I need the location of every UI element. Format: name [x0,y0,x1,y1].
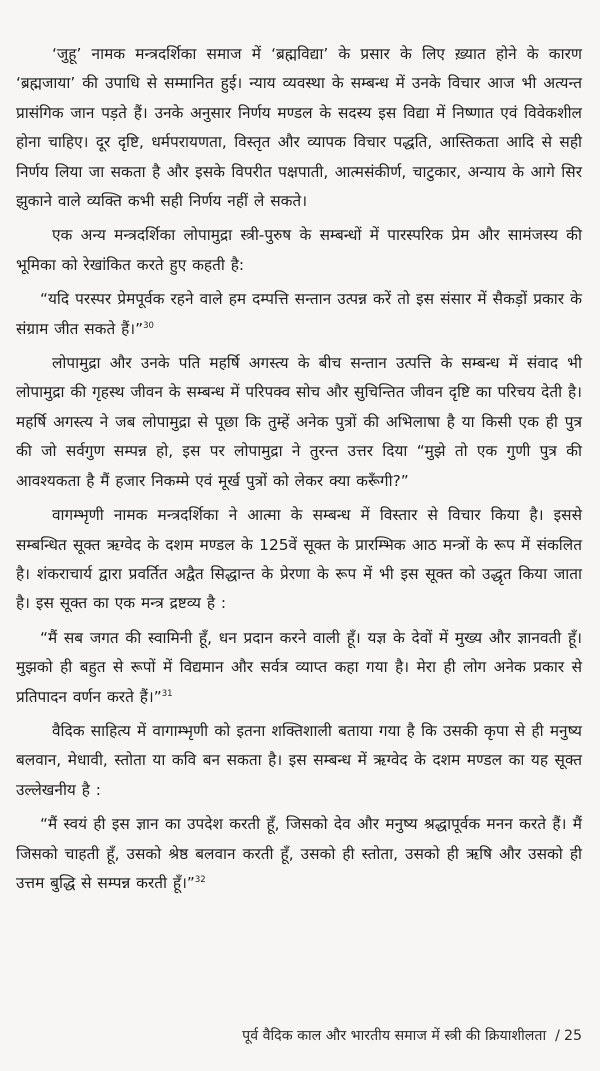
paragraph-juhu [16,40,582,216]
quote-text: “यदि परस्पर प्रेमपूर्वक रहने वाले हम दम्पत्ति सन्तान उत्पन्न करें तो इस संसार में सैकड़ों प्रकार के संग्राम जीत सकते हैं।” [16,290,582,338]
paragraph-lopamudra-agastya [16,349,582,496]
quote-text: “मैं सब जगत की स्वामिनी हूँ, धन प्रदान करने वाली हूँ। यज्ञ के देवों में मुख्य और ज्ञानवती हूँ। मुझको ही बहुत से रूपों में विद्यमान और सर्वत्र व्याप्त कहा गया है। मेरा ही लोग अनेक प्रकार से प्रतिपादन वर्णन करते हैं।” [16,628,582,706]
quote-text: “मैं स्वयं ही इस ज्ञान का उपदेश करती हूँ, जिसको देव और मनुष्य श्रद्धापूर्वक मनन करते हैं। मैं जिसको चाहती हूँ, उसको श्रेष्ठ बलवान करती हूँ, उसको ही स्तोता, उसको ही ऋषि और उसको ही उत्तम बुद्धि से सम्पन्न करती हूँ।” [16,815,582,892]
footnote-marker: 32 [194,874,206,885]
paragraph-vagambhrini [16,501,582,619]
page-number: 25 [563,1028,582,1044]
paragraph-text: एक अन्य मन्त्रदर्शिका लोपामुद्रा स्त्री-पुरुष के सम्बन्धों में पारस्परिक प्रेम और सामंजस्य की भूमिका को रेखांकित करते हुए कहती है: [16,226,582,274]
quote-vagambhrini-1 [16,624,582,712]
footnote-marker: 30 [143,320,154,331]
footer-separator: / [555,1028,560,1044]
quote-lopamudra [16,285,582,344]
paragraph-text: वैदिक साहित्य में वागाम्भृणी को इतना शक्तिशाली बताया गया है कि उसकी कृपा से ही मनुष्य बलवान, मेधावी, स्तोता या कवि बन सकता है। इस सम्बन्ध में ऋग्वेद के दशम मण्डल का यह सूक्त उल्लेखनीय है : [16,721,582,799]
running-footer [0,1026,582,1046]
paragraph-text: ‘जुहू’ नामक मन्त्रदर्शिका समाज में ‘ब्रह्मविद्या’ के प्रसार के लिए ख़्यात होने के कारण ‘ब्रह्मजाया’ की उपाधि से सम्मानित हुई। न्याय व्यवस्था के सम्बन्ध में उनके विचार आज भी अत्यन्त प्रासंगिक जान पड़ते हैं। उनके अनुसार निर्णय मण्डल के सदस्य इस विद्या में निष्णात एवं विवेकशील होना चाहिए। दूर दृष्टि, धर्मपरायणता, विस्तृत और व्यापक विचार पद्धति, आस्तिकता आदि से सही निर्णय लिया जा सकता है और इसके विपरीत पक्षपाती, आत्मसंकीर्ण, चाटुकार, अन्याय के आगे सिर झुकाने वाले व्यक्ति कभी सही निर्णय नहीं ले सकते। [16,45,582,211]
book-title: पूर्व वैदिक काल और भारतीय समाज में स्त्री की क्रियाशीलता [242,1028,547,1044]
paragraph-text: वागम्भृणी नामक मन्त्रदर्शिका ने आत्मा के सम्बन्ध में विस्तार से विचार किया है। इससे सम्बन्धित सूक्त ऋग्वेद के दशम मण्डल के 125वें सूक्त के प्रारम्भिक आठ मन्त्रों के रूप में संकलित है। शंकराचार्य द्वारा प्रवर्तित अद्वैत सिद्धान्त के प्रेरणा के रूप में भी इस सूक्त को उद्धृत किया जाता है। इस सूक्त का एक मन्त्र द्रष्टव्य है : [16,506,582,613]
paragraph-vedic-literature [16,717,582,805]
footnote-marker: 31 [161,688,173,699]
quote-vagambhrini-2 [16,810,582,898]
paragraph-lopamudra-intro [16,221,582,280]
paragraph-text: लोपामुद्रा और उनके पति महर्षि अगस्त्य के बीच सन्तान उत्पत्ति के सम्बन्ध में संवाद भी लोपामुद्रा की गृहस्थ जीवन के सम्बन्ध में परिपक्व सोच और सुचिन्तित जीवन दृष्टि का परिचय देती है। महर्षि अगस्त्य ने जब लोपामुद्रा से पूछा कि तुम्हें अनेक पुत्रों की अभिलाषा है या किसी एक ही पुत्र की जो सर्वगुण सम्पन्न हो, इस पर लोपामुद्रा ने तुरन्त उत्तर दिया “मुझे तो एक गुणी पुत्र की आवश्यकता है मैं हजार निकम्मे एवं मूर्ख पुत्रों को लेकर क्या करूँगी?” [16,354,582,490]
